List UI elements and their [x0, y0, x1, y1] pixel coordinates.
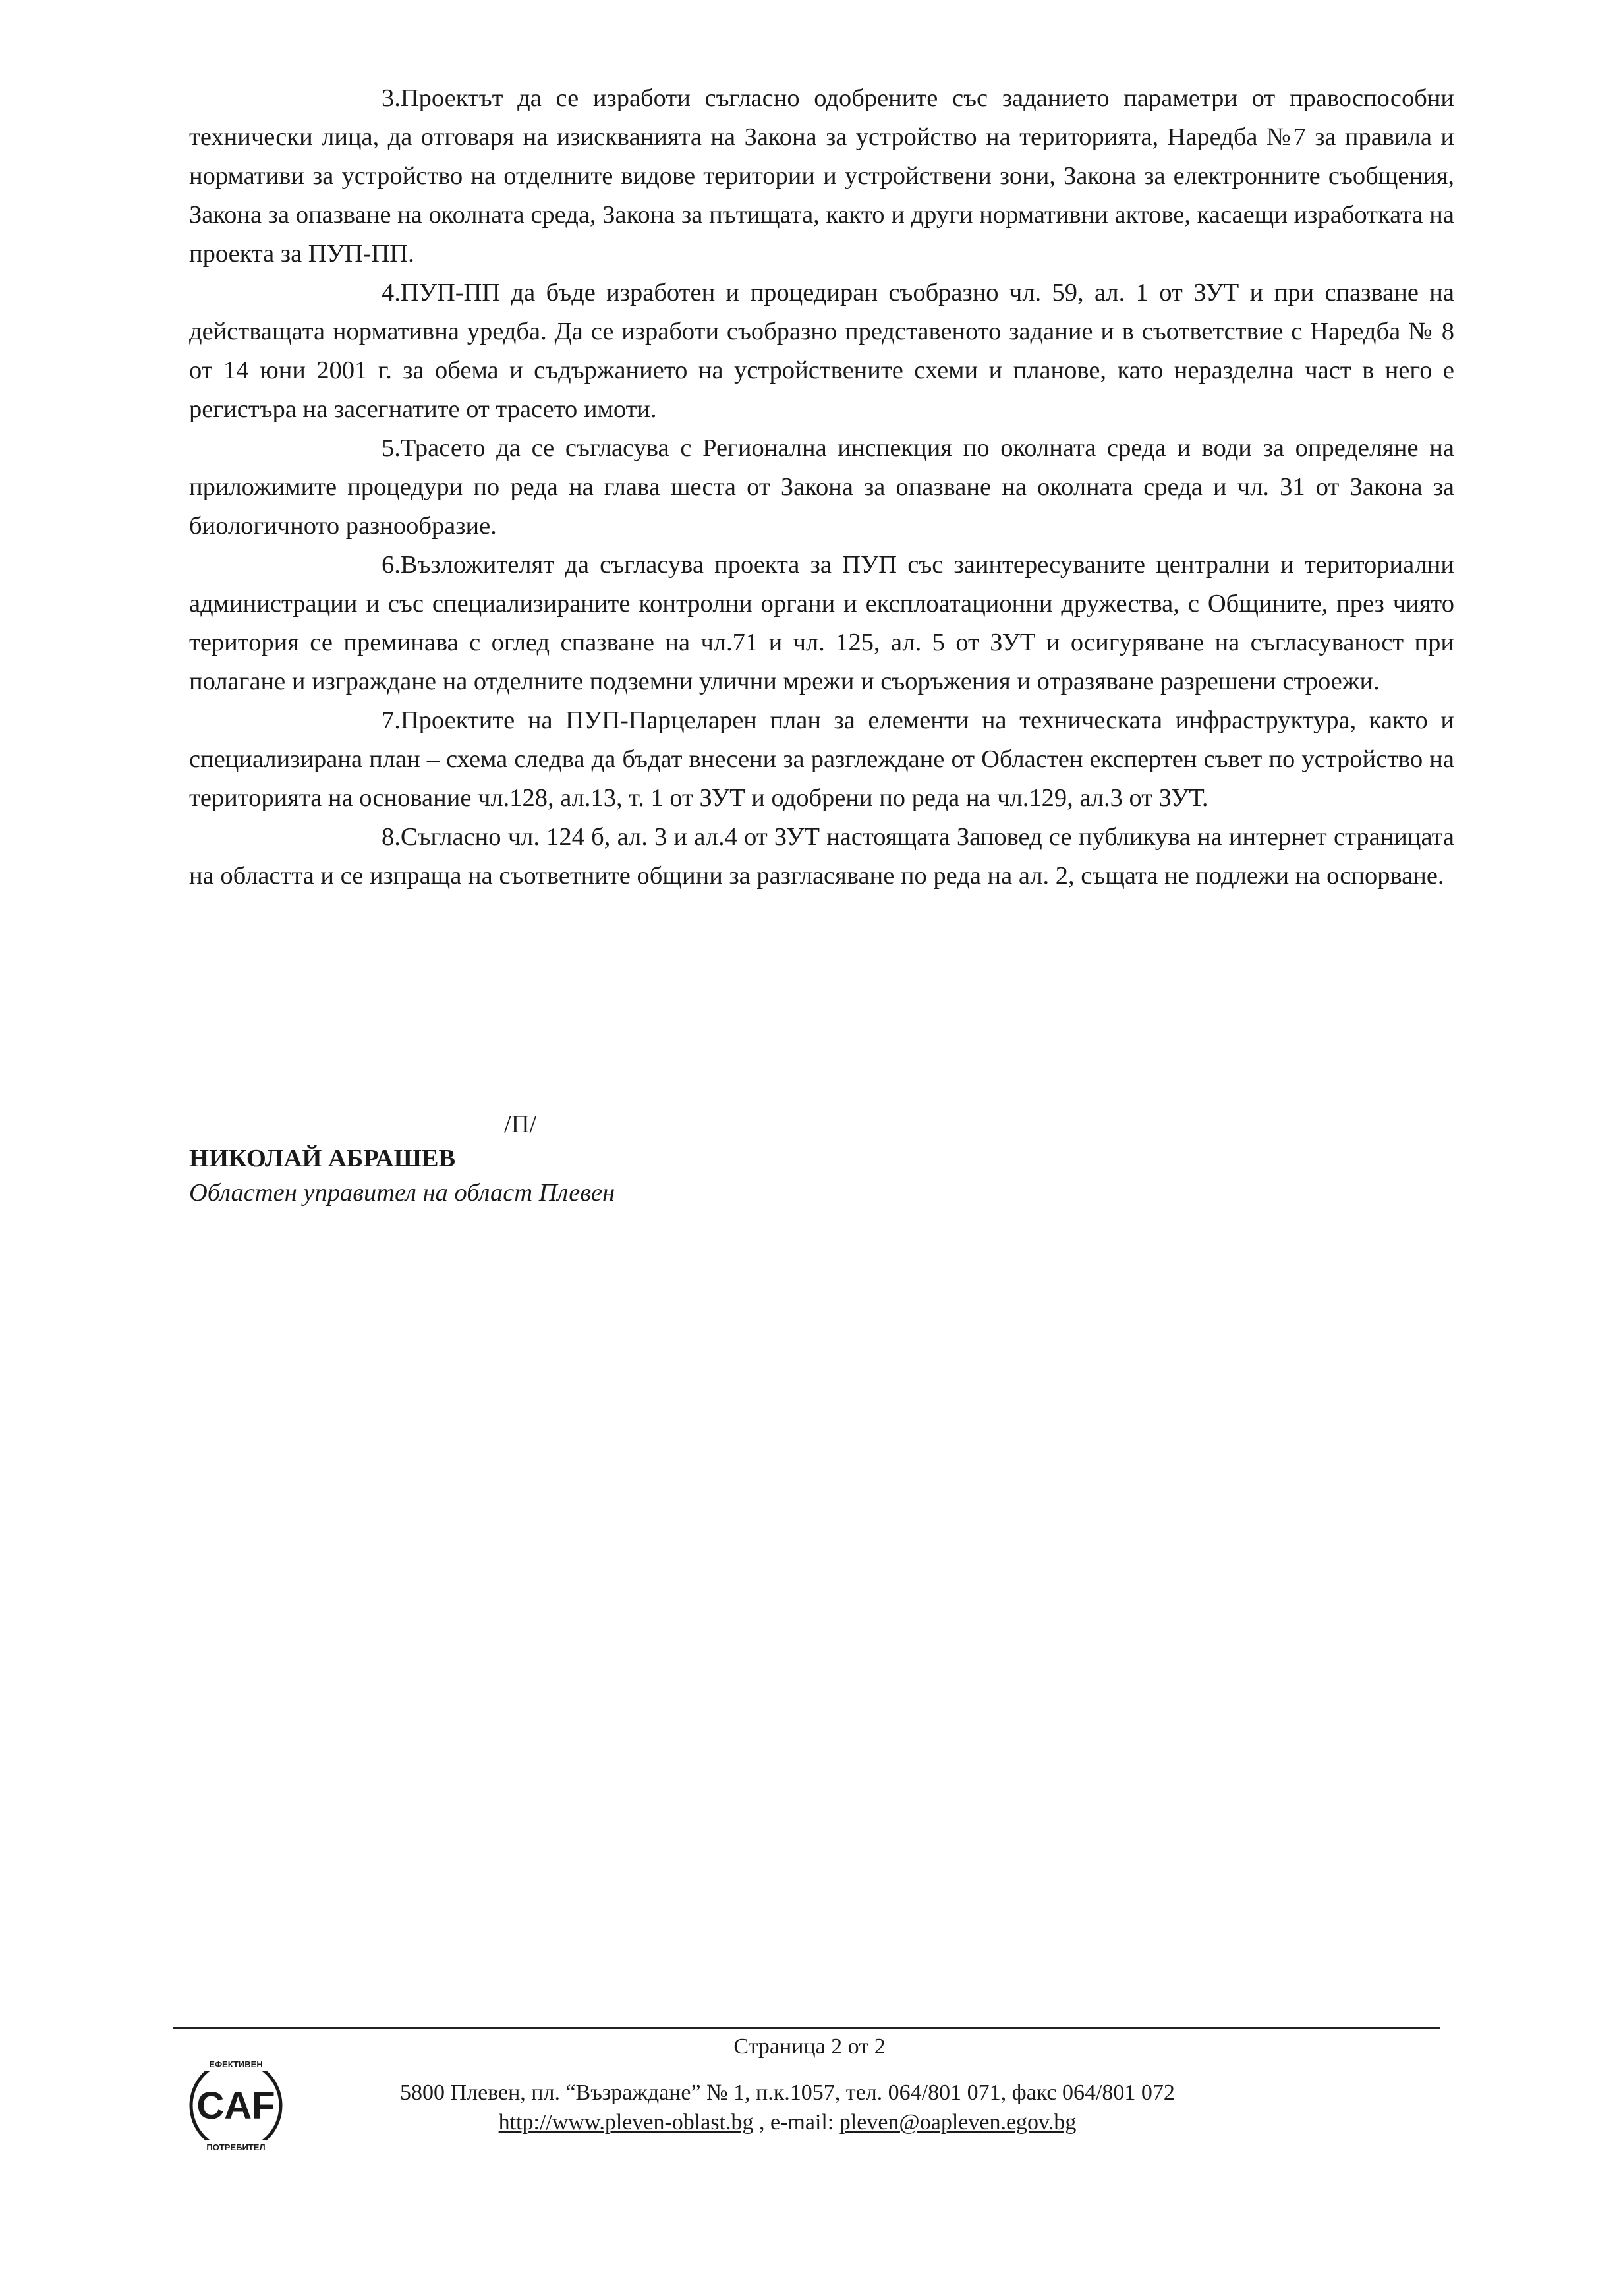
- signature-block: [189, 1107, 615, 1210]
- email-label: , e-mail:: [753, 2110, 839, 2135]
- paragraph-number: 3.: [382, 84, 401, 112]
- logo-top-text: ЕФЕКТИВЕН: [209, 2059, 263, 2069]
- footer-contacts: [343, 2107, 1232, 2138]
- signatory-name: НИКОЛАЙ АБРАШЕВ: [189, 1145, 456, 1172]
- footer-address: 5800 Плевен, пл. “Възраждане” № 1, п.к.1057, тел. 064/801 071, факс 064/801 072: [400, 2081, 1175, 2105]
- paragraph-4: [189, 273, 1454, 429]
- paragraph-number: 6.: [382, 551, 401, 579]
- paragraph-text: Проектът да се изработи съгласно одобрените със заданието параметри от правоспособни технически лица, да отговаря на изискванията на Закона за устройство на територията, Наредба №7 за правила и нормативи за устройство на отделните видове територии и устройствени зони, Закона за електронните съобщения, Закона за опазване на околната среда, Закона за пътищата, както и други нормативни актове, касаещи изработката на проекта за ПУП-ПП.: [189, 84, 1454, 268]
- paragraph-8: [189, 818, 1454, 896]
- paragraph-3: [189, 79, 1454, 273]
- paragraph-number: 8.: [382, 823, 401, 851]
- page-number: Страница 2 от 2: [733, 2034, 886, 2059]
- paragraph-number: 5.: [382, 434, 401, 462]
- website-link[interactable]: http://www.pleven-oblast.bg: [498, 2110, 754, 2135]
- footer-divider: [173, 2027, 1440, 2029]
- paragraph-number: 4.: [382, 279, 401, 306]
- paragraph-7: [189, 701, 1454, 818]
- paragraph-text: Трасето да се съгласува с Регионална инспекция по околната среда и води за определяне на приложимите процедури по реда на глава шеста от Закона за опазване на околната среда и чл. 31 от Закона за биологичното разнообразие.: [189, 434, 1454, 540]
- paragraph-text: Съгласно чл. 124 б, ал. 3 и ал.4 от ЗУТ настоящата Заповед се публикува на интернет страницата на областта и се изпраща на съответните общини за разгласяване по реда на ал. 2, същата не подлежи на оспорване.: [189, 823, 1454, 890]
- paragraph-text: Проектите на ПУП-Парцеларен план за елементи на техническата инфраструктура, както и специализирана план – схема следва да бъдат внесени за разглеждане от Областен експертен съвет по устройство на територията на основание чл.128, ал.13, т. 1 от ЗУТ и одобрени по реда на чл.129, ал.3 от ЗУТ.: [189, 706, 1454, 812]
- logo-mark: CAF: [196, 2084, 275, 2127]
- signature-mark: /П/: [504, 1110, 537, 1138]
- caf-logo-icon: [170, 2056, 302, 2155]
- document-body: [189, 79, 1454, 896]
- logo-bottom-text: ПОТРЕБИТЕЛ: [206, 2142, 266, 2152]
- paragraph-5: [189, 429, 1454, 546]
- paragraph-text: Възложителят да съгласува проекта за ПУП със заинтересуваните централни и териториални администрации и със специализираните контролни органи и експлоатационни дружества, с Общините, през чиято територия се преминава с оглед спазване на чл.71 и чл. 125, ал. 5 от ЗУТ и осигуряване на съгласуваност при полагане и изграждане на отделните подземни улични мрежи и съоръжения и отразяване разрешени строежи.: [189, 551, 1454, 695]
- email-link[interactable]: pleven@oapleven.egov.bg: [839, 2110, 1077, 2135]
- paragraph-6: [189, 546, 1454, 701]
- paragraph-number: 7.: [382, 706, 401, 734]
- paragraph-text: ПУП-ПП да бъде изработен и процедиран съобразно чл. 59, ал. 1 от ЗУТ и при спазване на действащата нормативна уредба. Да се изработи съобразно представеното задание и в съответствие с Наредба № 8 от 14 юни 2001 г. за обема и съдържанието на устройствените схеми и планове, като неразделна част в него е регистъра на засегнатите от трасето имоти.: [189, 279, 1454, 423]
- signatory-title: Областен управител на област Плевен: [189, 1179, 615, 1207]
